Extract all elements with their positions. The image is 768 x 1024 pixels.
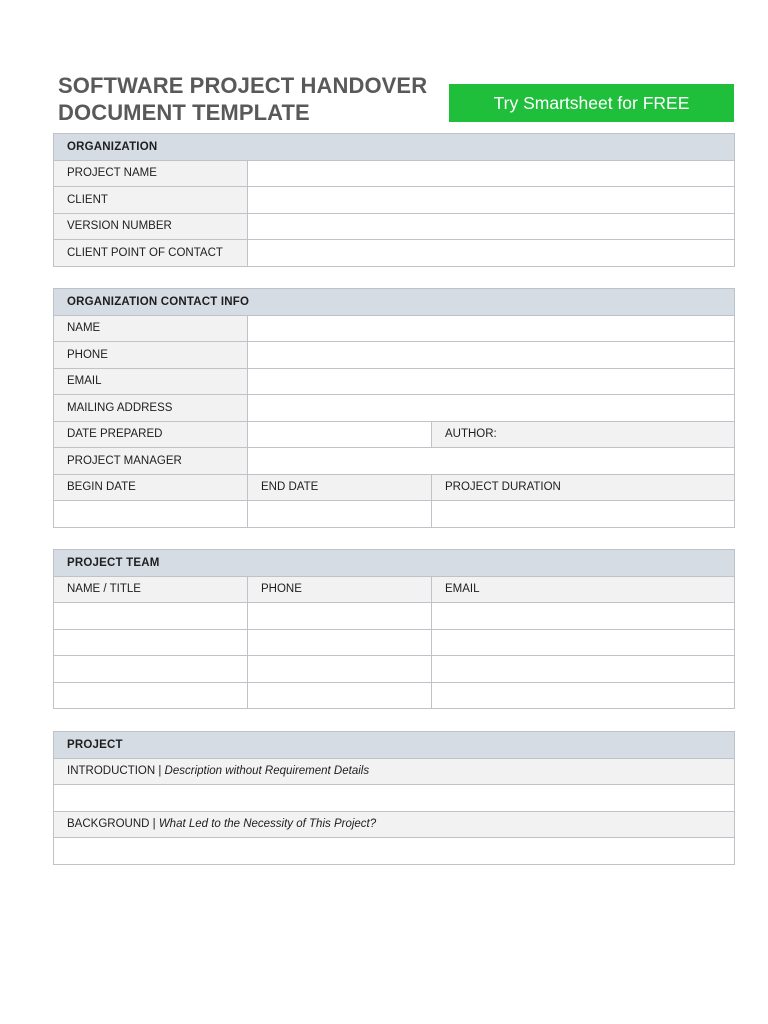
mailing-address-field[interactable]: [248, 395, 735, 422]
document-title: [58, 72, 438, 126]
team-name-title-column: NAME / TITLE: [54, 576, 248, 603]
team-phone-cell[interactable]: [248, 656, 432, 683]
team-email-cell[interactable]: [432, 682, 735, 709]
project-table: [53, 731, 735, 865]
team-phone-column: PHONE: [248, 576, 432, 603]
project-name-field[interactable]: [248, 160, 735, 187]
author-field[interactable]: AUTHOR:: [432, 421, 735, 448]
mailing-address-label: MAILING ADDRESS: [54, 395, 248, 422]
version-number-label: VERSION NUMBER: [54, 213, 248, 240]
project-duration-label: PROJECT DURATION: [432, 474, 735, 501]
title-line-2: DOCUMENT TEMPLATE: [58, 100, 310, 125]
team-phone-cell[interactable]: [248, 629, 432, 656]
team-email-cell[interactable]: [432, 603, 735, 630]
background-label: [54, 811, 735, 838]
email-label: EMAIL: [54, 368, 248, 395]
client-point-of-contact-label: CLIENT POINT OF CONTACT: [54, 240, 248, 267]
contact-info-table: [53, 288, 735, 528]
background-field[interactable]: [54, 838, 735, 865]
date-prepared-field[interactable]: [248, 421, 432, 448]
project-name-label: PROJECT NAME: [54, 160, 248, 187]
introduction-field[interactable]: [54, 785, 735, 812]
team-name-cell[interactable]: [54, 682, 248, 709]
introduction-title: INTRODUCTION |: [67, 765, 165, 778]
date-prepared-label: DATE PREPARED: [54, 421, 248, 448]
team-email-column: EMAIL: [432, 576, 735, 603]
team-row: [54, 629, 735, 656]
project-duration-field[interactable]: [432, 501, 735, 528]
begin-date-label: BEGIN DATE: [54, 474, 248, 501]
team-name-cell[interactable]: [54, 629, 248, 656]
background-title: BACKGROUND |: [67, 818, 159, 831]
title-line-1: SOFTWARE PROJECT HANDOVER: [58, 73, 428, 98]
project-manager-label: PROJECT MANAGER: [54, 448, 248, 475]
email-field[interactable]: [248, 368, 735, 395]
organization-header: ORGANIZATION: [54, 134, 735, 161]
team-row: [54, 682, 735, 709]
team-name-cell[interactable]: [54, 656, 248, 683]
introduction-label: [54, 758, 735, 785]
client-field[interactable]: [248, 187, 735, 214]
end-date-label: END DATE: [248, 474, 432, 501]
name-field[interactable]: [248, 315, 735, 342]
introduction-description: Description without Requirement Details: [164, 765, 370, 778]
client-label: CLIENT: [54, 187, 248, 214]
team-row: [54, 603, 735, 630]
phone-field[interactable]: [248, 342, 735, 369]
client-point-of-contact-field[interactable]: [248, 240, 735, 267]
project-team-table: [53, 549, 735, 709]
end-date-field[interactable]: [248, 501, 432, 528]
team-name-cell[interactable]: [54, 603, 248, 630]
team-phone-cell[interactable]: [248, 603, 432, 630]
contact-info-header: ORGANIZATION CONTACT INFO: [54, 289, 735, 316]
name-label: NAME: [54, 315, 248, 342]
organization-table: [53, 133, 735, 267]
team-email-cell[interactable]: [432, 629, 735, 656]
team-email-cell[interactable]: [432, 656, 735, 683]
project-manager-field[interactable]: [248, 448, 735, 475]
phone-label: PHONE: [54, 342, 248, 369]
try-smartsheet-button[interactable]: Try Smartsheet for FREE: [449, 84, 734, 122]
team-phone-cell[interactable]: [248, 682, 432, 709]
project-header: PROJECT: [54, 732, 735, 759]
begin-date-field[interactable]: [54, 501, 248, 528]
team-row: [54, 656, 735, 683]
version-number-field[interactable]: [248, 213, 735, 240]
background-description: What Led to the Necessity of This Project?: [158, 818, 377, 831]
project-team-header: PROJECT TEAM: [54, 550, 735, 577]
